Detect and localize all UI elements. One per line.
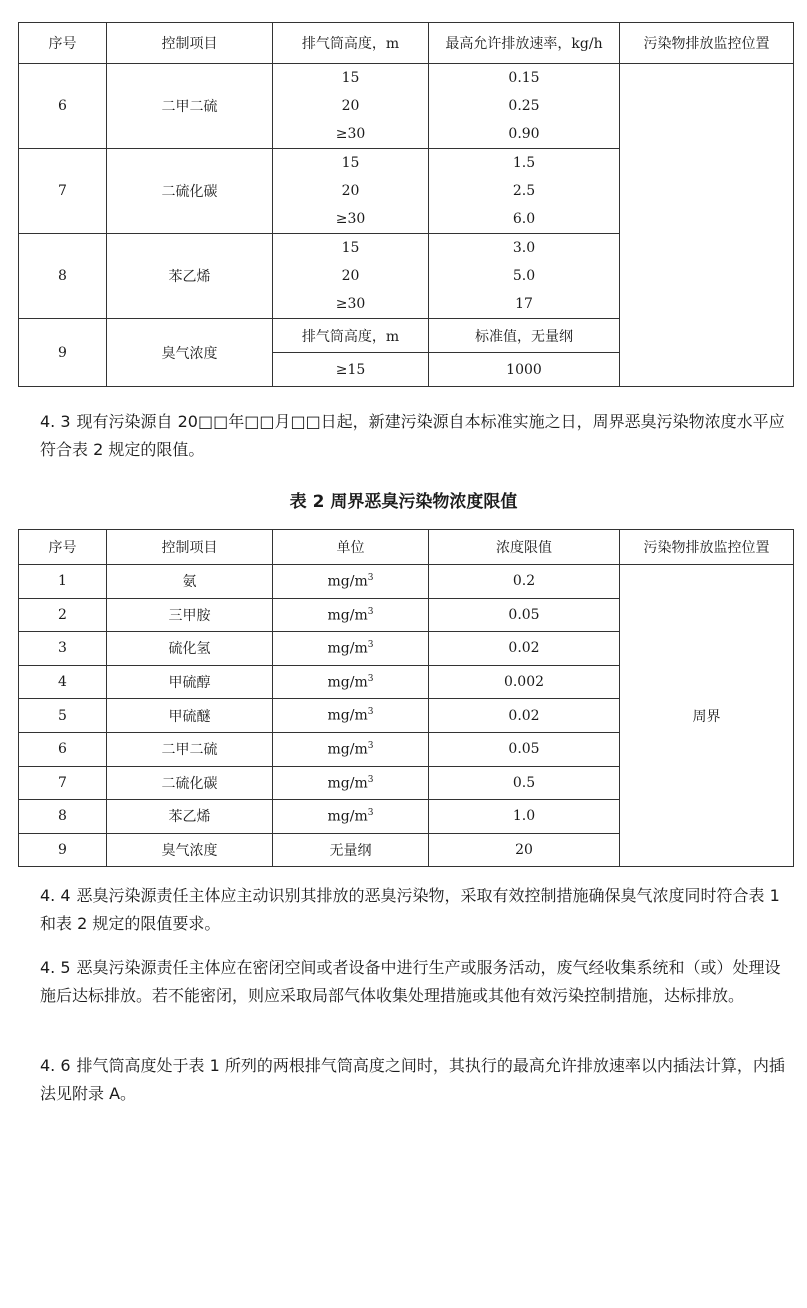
unit-text: mg/m <box>327 708 368 724</box>
row-unit <box>273 598 429 632</box>
rate-value: 2.5 <box>429 177 620 205</box>
row-limit: 20 <box>429 833 620 867</box>
t2-header-limit: 浓度限值 <box>429 530 620 565</box>
t1-header-height: 排气筒高度，m <box>273 23 429 64</box>
row-no: 3 <box>19 632 107 666</box>
table-2 <box>18 529 794 867</box>
odor-col4-header: 标准值，无量纲 <box>429 319 620 353</box>
height-value: ≥30 <box>273 205 429 234</box>
table-1-header-row <box>19 23 794 64</box>
unit-text: mg/m <box>327 674 368 691</box>
row-item: 二甲二硫 <box>107 64 273 149</box>
rate-value: 17 <box>429 290 620 319</box>
table-1 <box>18 22 794 387</box>
table-2-header-row <box>19 530 794 565</box>
t2-header-monitor: 污染物排放监控位置 <box>620 530 794 565</box>
unit-sup: 3 <box>367 673 374 684</box>
row-item: 甲硫醇 <box>107 665 273 699</box>
unit-sup: 3 <box>367 774 374 785</box>
t1-monitor-cell <box>620 64 794 387</box>
row-no: 4 <box>19 665 107 699</box>
t1-header-no: 序号 <box>19 23 107 64</box>
row-unit <box>273 766 429 800</box>
paragraph-number: 4. 4 <box>40 886 71 905</box>
row-item: 苯乙烯 <box>107 800 273 834</box>
unit-sup: 3 <box>367 740 374 751</box>
table-2-caption: 表 2 周界恶臭污染物浓度限值 <box>289 492 518 512</box>
height-value: 20 <box>273 92 429 120</box>
odor-col3-header: 排气筒高度，m <box>273 319 429 353</box>
row-item: 二硫化碳 <box>107 766 273 800</box>
unit-text: mg/m <box>327 775 368 792</box>
table-row <box>19 64 794 93</box>
unit-text: mg/m <box>327 741 368 758</box>
row-unit <box>273 665 429 699</box>
t2-header-no: 序号 <box>19 530 107 565</box>
t1-header-monitor: 污染物排放监控位置 <box>620 23 794 64</box>
unit-sup: 3 <box>367 572 374 583</box>
row-no: 6 <box>19 732 107 766</box>
row-no: 5 <box>19 699 107 733</box>
row-unit <box>273 800 429 834</box>
paragraph-4-5 <box>40 954 790 1010</box>
row-unit <box>273 565 429 599</box>
row-item: 臭气浓度 <box>107 319 273 387</box>
row-limit: 0.05 <box>429 598 620 632</box>
height-value: ≥30 <box>273 290 429 319</box>
row-item: 苯乙烯 <box>107 234 273 319</box>
row-item: 硫化氢 <box>107 632 273 666</box>
unit-text: mg/m <box>327 640 368 657</box>
unit-sup: 3 <box>367 707 374 718</box>
unit-text: mg/m <box>327 808 368 825</box>
row-no: 2 <box>19 598 107 632</box>
t2-header-item: 控制项目 <box>107 530 273 565</box>
rate-value: 0.15 <box>429 64 620 93</box>
row-unit <box>273 732 429 766</box>
row-unit <box>273 833 429 867</box>
t1-header-item: 控制项目 <box>107 23 273 64</box>
t2-monitor-cell: 周界 <box>620 565 794 867</box>
height-value: ≥30 <box>273 120 429 149</box>
height-value: 20 <box>273 177 429 205</box>
row-item: 二硫化碳 <box>107 149 273 234</box>
rate-value: 3.0 <box>429 234 620 263</box>
row-no: 8 <box>19 800 107 834</box>
paragraph-number: 4. 5 <box>40 958 71 977</box>
t1-header-rate: 最高允许排放速率，kg/h <box>429 23 620 64</box>
row-no: 9 <box>19 319 107 387</box>
row-no: 6 <box>19 64 107 149</box>
paragraph-number: 4. 3 <box>40 412 71 431</box>
t2-header-unit: 单位 <box>273 530 429 565</box>
row-limit: 1.0 <box>429 800 620 834</box>
row-limit: 0.002 <box>429 665 620 699</box>
row-limit: 0.05 <box>429 732 620 766</box>
rate-value: 0.25 <box>429 92 620 120</box>
rate-value: 6.0 <box>429 205 620 234</box>
unit-text: mg/m <box>327 573 368 590</box>
paragraph-text: 排气筒高度处于表 1 所列的两根排气筒高度之间时，其执行的最高允许排放速率以内插法计算，内插法见附录 A。 <box>40 1056 785 1103</box>
table-row <box>19 565 794 599</box>
unit-sup: 3 <box>367 808 374 819</box>
row-unit <box>273 699 429 733</box>
row-limit: 0.5 <box>429 766 620 800</box>
row-no: 9 <box>19 833 107 867</box>
paragraph-text: 恶臭污染源责任主体应在密闭空间或者设备中进行生产或服务活动，废气经收集系统和（或）处理设施后达标排放。若不能密闭，则应采取局部气体收集处理措施或其他有效污染控制措施，达标排放。 <box>40 958 781 1005</box>
unit-text: 无量纲 <box>329 843 372 860</box>
height-value: 15 <box>273 234 429 263</box>
unit-sup: 3 <box>367 640 374 651</box>
paragraph-text: 恶臭污染源责任主体应主动识别其排放的恶臭污染物，采取有效控制措施确保臭气浓度同时符合表 1 和表 2 规定的限值要求。 <box>40 886 780 933</box>
row-item: 臭气浓度 <box>107 833 273 867</box>
paragraph-text: 现有污染源自 20□□年□□月□□日起，新建污染源自本标准实施之日，周界恶臭污染物浓度水平应符合表 2 规定的限值。 <box>40 412 785 459</box>
row-unit <box>273 632 429 666</box>
paragraph-4-4 <box>40 882 790 938</box>
height-value: 15 <box>273 149 429 178</box>
unit-text: mg/m <box>327 607 368 624</box>
row-no: 7 <box>19 149 107 234</box>
row-item: 三甲胺 <box>107 598 273 632</box>
row-limit: 0.02 <box>429 632 620 666</box>
row-no: 8 <box>19 234 107 319</box>
height-value: 15 <box>273 64 429 93</box>
row-no: 7 <box>19 766 107 800</box>
row-item: 氨 <box>107 565 273 599</box>
unit-sup: 3 <box>367 606 374 617</box>
rate-value: 1.5 <box>429 149 620 178</box>
row-item: 甲硫醚 <box>107 699 273 733</box>
rate-value: 0.90 <box>429 120 620 149</box>
row-limit: 0.02 <box>429 699 620 733</box>
row-item: 二甲二硫 <box>107 732 273 766</box>
paragraph-4-6 <box>40 1052 790 1108</box>
paragraph-number: 4. 6 <box>40 1056 71 1075</box>
row-no: 1 <box>19 565 107 599</box>
rate-value: 5.0 <box>429 262 620 290</box>
odor-height: ≥15 <box>273 353 429 387</box>
height-value: 20 <box>273 262 429 290</box>
row-limit: 0.2 <box>429 565 620 599</box>
odor-value: 1000 <box>429 353 620 387</box>
paragraph-4-3 <box>40 408 790 464</box>
